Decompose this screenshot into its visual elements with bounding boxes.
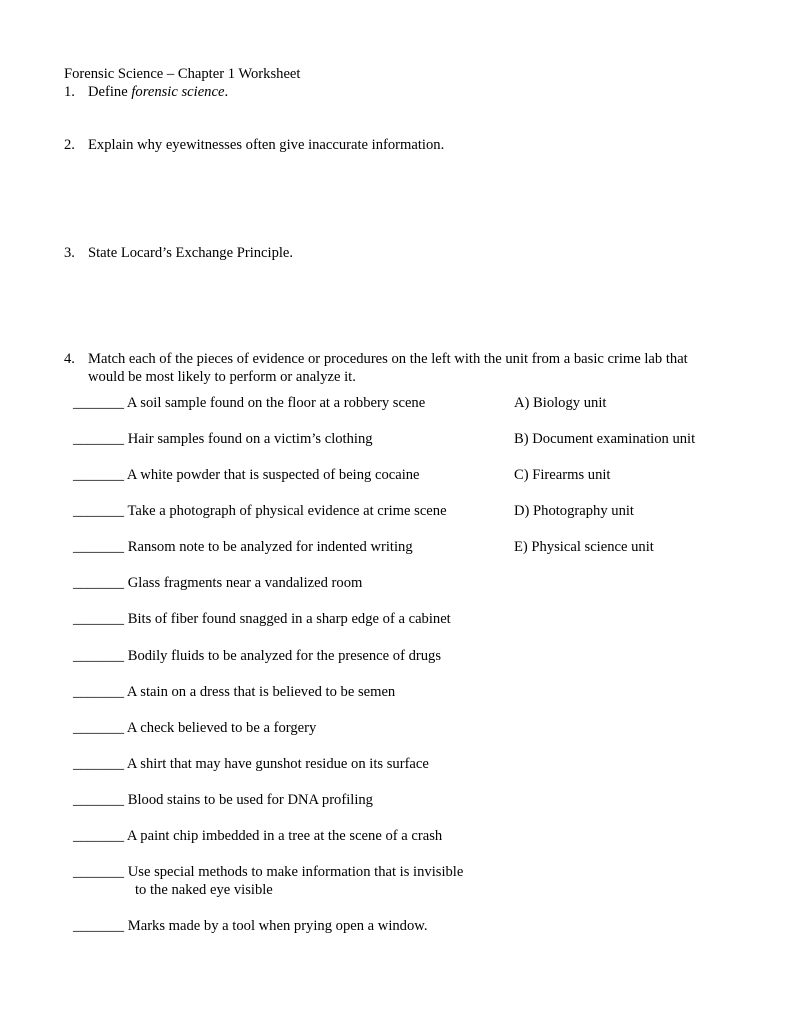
worksheet-title: Forensic Science – Chapter 1 Worksheet: [64, 66, 301, 82]
question-emphasis: forensic science: [131, 84, 225, 100]
unit-option: A) Biology unit: [514, 395, 607, 411]
question-prefix: Define: [88, 84, 132, 100]
matching-item: [73, 430, 373, 448]
answer-blank[interactable]: _______: [73, 395, 125, 411]
unit-option: D) Photography unit: [514, 503, 634, 519]
unit-option: C) Firearms unit: [514, 467, 611, 483]
question-text: State Locard’s Exchange Principle.: [88, 245, 294, 261]
item-text: A soil sample found on the floor at a robbery scene: [126, 395, 426, 411]
matching-item: [73, 466, 420, 484]
item-text: Bits of fiber found snagged in a sharp edge of a cabinet: [127, 611, 451, 627]
question-text: [88, 83, 228, 101]
answer-blank[interactable]: _______: [73, 611, 125, 627]
matching-item: [73, 394, 425, 412]
answer-blank[interactable]: _______: [73, 828, 125, 844]
answer-blank[interactable]: _______: [73, 648, 125, 664]
matching-item: [73, 538, 413, 556]
matching-item: [73, 827, 442, 845]
answer-blank[interactable]: _______: [73, 575, 125, 591]
question-text-line-1: Match each of the pieces of evidence or procedures on the left with the unit from a basic crime lab that: [88, 351, 688, 367]
matching-item: [73, 647, 441, 665]
unit-option: B) Document examination unit: [514, 431, 696, 447]
item-text: A white powder that is suspected of being cocaine: [126, 467, 420, 483]
matching-item: [73, 610, 451, 628]
matching-item: [73, 683, 395, 701]
matching-item: [73, 574, 362, 592]
item-text: A check believed to be a forgery: [126, 720, 317, 736]
question-text-line-2: would be most likely to perform or analyze it.: [88, 369, 356, 385]
question-number: 1.: [64, 84, 75, 100]
answer-blank[interactable]: _______: [73, 720, 125, 736]
item-text: Ransom note to be analyzed for indented writing: [127, 539, 413, 555]
answer-blank[interactable]: _______: [73, 918, 125, 934]
item-text: A stain on a dress that is believed to be semen: [126, 684, 396, 700]
question-number: 2.: [64, 137, 75, 153]
item-text: Glass fragments near a vandalized room: [127, 575, 363, 591]
answer-blank[interactable]: _______: [73, 756, 125, 772]
item-text: Take a photograph of physical evidence at crime scene: [127, 503, 447, 519]
item-text: Blood stains to be used for DNA profiling: [127, 792, 373, 808]
answer-blank[interactable]: _______: [73, 431, 125, 447]
item-text: Use special methods to make information that is invisible: [127, 864, 464, 880]
matching-item: [73, 755, 429, 773]
item-text: Bodily fluids to be analyzed for the presence of drugs: [127, 648, 442, 664]
matching-item-continuation: to the naked eye visible: [135, 882, 273, 898]
question-suffix: .: [224, 84, 229, 100]
item-text: Marks made by a tool when prying open a window.: [127, 918, 428, 934]
item-text: A paint chip imbedded in a tree at the scene of a crash: [126, 828, 443, 844]
matching-item: [73, 791, 373, 809]
item-text: A shirt that may have gunshot residue on its surface: [126, 756, 429, 772]
matching-item: [73, 719, 316, 737]
answer-blank[interactable]: _______: [73, 792, 125, 808]
unit-option: E) Physical science unit: [514, 539, 654, 555]
answer-blank[interactable]: _______: [73, 467, 125, 483]
matching-item: [73, 502, 447, 520]
answer-blank[interactable]: _______: [73, 864, 125, 880]
question-text: Explain why eyewitnesses often give inaccurate information.: [88, 137, 445, 153]
question-number: 3.: [64, 245, 75, 261]
matching-item: [73, 863, 463, 881]
answer-blank[interactable]: _______: [73, 539, 125, 555]
answer-blank[interactable]: _______: [73, 503, 125, 519]
answer-blank[interactable]: _______: [73, 684, 125, 700]
question-number: 4.: [64, 351, 75, 367]
matching-item: [73, 917, 428, 935]
item-text: Hair samples found on a victim’s clothing: [127, 431, 373, 447]
